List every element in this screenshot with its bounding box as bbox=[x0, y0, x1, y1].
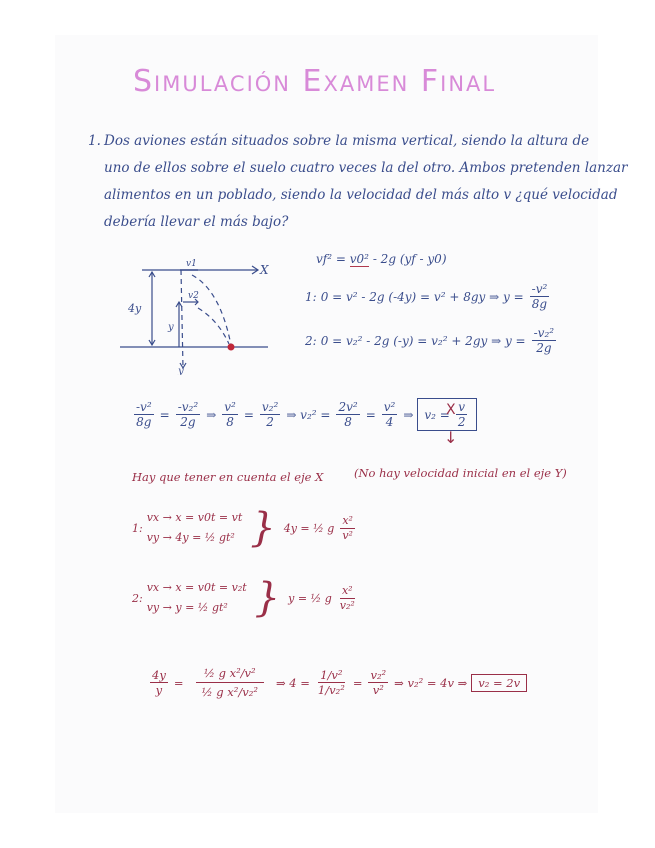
projectile-diagram bbox=[110, 250, 290, 375]
final-derivation: $\frac{4y}{y}$ = $\frac{\text{½ g x²/v²}}{\text{½ g x²/v₂²}}$ ⇒ 4 = $\frac{\text{1/v²}}{\text{1/v₂²}}$ = $\frac{\text{v₂²}}{\text{v²}}$ ⇒ v₂² = 4v ⇒ v₂ = 2v bbox=[148, 664, 527, 701]
note-no-initial-velocity: (No hay velocidad inicial en el eje Y) bbox=[354, 466, 567, 480]
problem-line: Dos aviones están situados sobre la misma vertical, siendo la altura de bbox=[104, 133, 590, 149]
general-equation: vf² = v0² - 2g (yf - y0) bbox=[316, 252, 447, 266]
v1-label: v1 bbox=[186, 259, 197, 269]
y-axis-label: y bbox=[178, 366, 184, 375]
boxed-final-answer: v₂ = 2v bbox=[471, 674, 527, 692]
problem-number: 1. bbox=[88, 133, 101, 149]
wrong-mark: X bbox=[446, 402, 456, 418]
boxed-wrong-answer: v₂ = $\frac{v}{2}$ bbox=[417, 398, 476, 431]
red-case1: 1: vx → x = v0t = vt vy → 4y = ½ gt² } 4y = ½ g $\frac{\text{x²}}{\text{v²}}$ bbox=[132, 505, 353, 551]
x-axis-label: X bbox=[260, 263, 269, 277]
height-4y-label: 4y bbox=[128, 302, 142, 315]
problem-line: debería llevar el más bajo? bbox=[104, 214, 289, 230]
red-case2: 2: vx → x = v0t = v₂t vy → y = ½ gt² } y = ½ g $\frac{\text{x²}}{\text{v₂²}}$ bbox=[132, 575, 355, 621]
note-x-axis: Hay que tener en cuenta el eje X bbox=[132, 470, 324, 484]
case2-equation: 2: 0 = v₂² - 2g (-y) = v₂² + 2gy ⇒ y = $\frac{\text{-v₂²}}{2g}$ bbox=[305, 326, 555, 355]
v0-underlined: v0² bbox=[349, 252, 369, 266]
page-title: Simulación Examen Final bbox=[133, 64, 497, 99]
combine-equation: $\frac{\text{-v²}}{8g}$ = $\frac{\text{-v₂²}}{2g}$ ⇒ $\frac{\text{v²}}{8}$ = $\frac{\text{v₂²}}{2}$ ⇒ v₂² = $\frac{\text{2v²}}{8}$ = $\frac{\text{v²}}{4}$ ⇒ v₂ = $\frac{v}{2}$ bbox=[132, 398, 477, 431]
impact-point-dot bbox=[228, 344, 235, 351]
down-arrow-icon: ↓ bbox=[444, 428, 458, 447]
case1-equation: 1: 0 = v² - 2g (-4y) = v² + 8gy ⇒ y = $\frac{\text{-v²}}{8g}$ bbox=[305, 282, 548, 311]
v2-label: v2 bbox=[188, 291, 199, 301]
right-brace: } bbox=[254, 575, 281, 621]
problem-line: alimentos en un poblado, siendo la velocidad del más alto v ¿qué velocidad bbox=[104, 187, 618, 203]
problem-statement bbox=[88, 128, 627, 236]
right-brace: } bbox=[250, 505, 276, 551]
height-y-label: y bbox=[168, 322, 174, 333]
problem-line: uno de ellos sobre el suelo cuatro veces la del otro. Ambos pretenden lanzar bbox=[104, 160, 628, 176]
